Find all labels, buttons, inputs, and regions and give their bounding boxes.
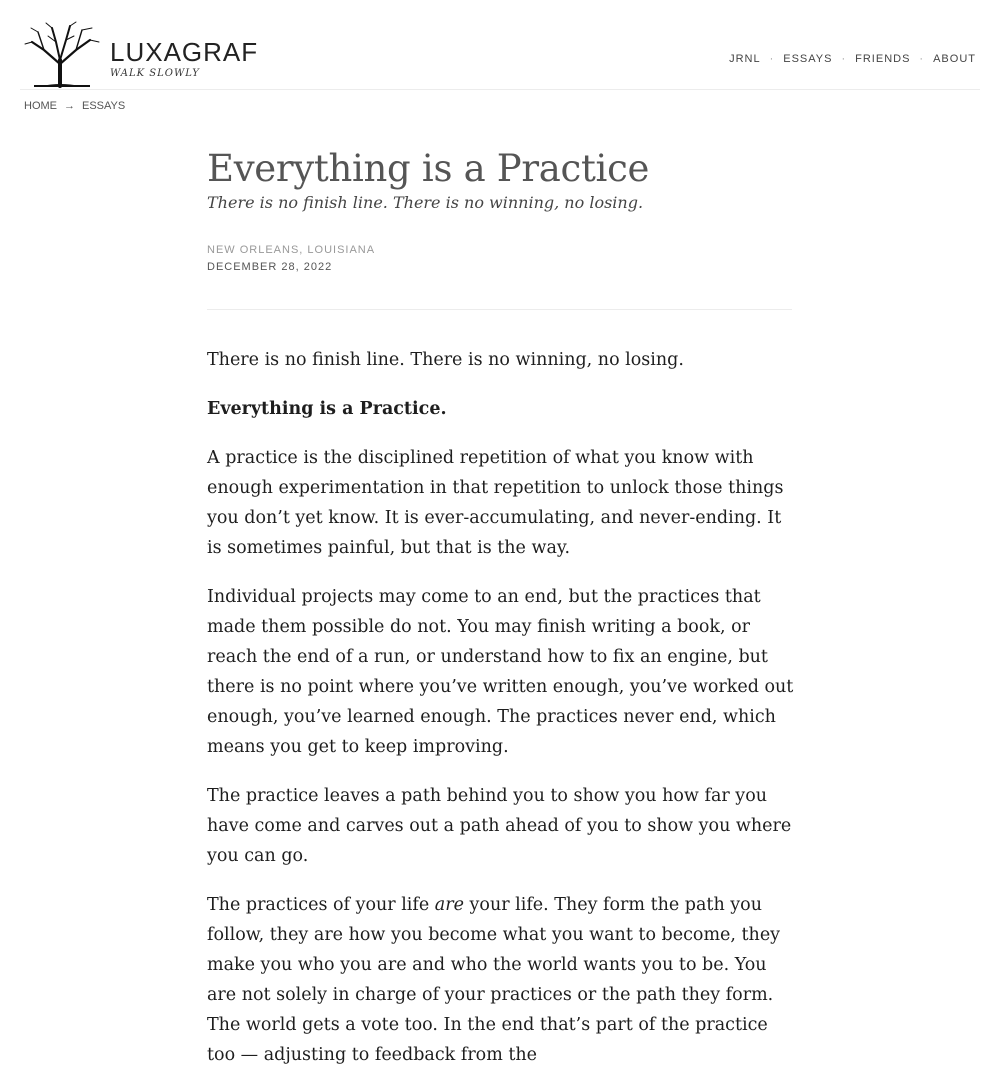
- nav-item-friends[interactable]: FRIENDS: [855, 53, 911, 65]
- paragraph: The practice leaves a path behind you to show you how far you have come and carves out a path ahead of you to show you where you can go.: [207, 786, 792, 866]
- article-date: DECEMBER 28, 2022: [207, 261, 333, 273]
- arrow-right-icon: →: [64, 100, 75, 112]
- paragraph: A practice is the disciplined repetition of what you know with enough experimentation in that repetition to unlock those things you don’t yet know. It is ever-accumulating, and never-ending. It is sometimes painful, but that is the way.: [207, 448, 784, 558]
- tree-logo-icon[interactable]: [22, 20, 102, 88]
- paragraph-text: The practices of your life: [207, 895, 435, 915]
- paragraph: There is no finish line. There is no winning, no losing.: [207, 350, 684, 370]
- header-divider: [20, 89, 980, 90]
- paragraph-emphasis: are: [434, 895, 464, 915]
- site-name[interactable]: LUXAGRAF: [110, 37, 259, 67]
- article: [207, 146, 797, 1089]
- article-divider: [207, 309, 792, 310]
- nav-item-about[interactable]: ABOUT: [933, 53, 976, 65]
- brand[interactable]: [110, 38, 258, 79]
- paragraph: Individual projects may come to an end, but the practices that made them possible do not. You may finish writing a book, or reach the end of a run, or understand how to fix an engine, but there is no point where you’ve written enough, you’ve worked out enough, you’ve learned enough. The practices never end, which means you get to keep improving.: [207, 587, 794, 757]
- main-nav: [729, 53, 976, 65]
- article-title: Everything is a Practice: [207, 147, 650, 190]
- nav-item-essays[interactable]: ESSAYS: [783, 53, 833, 65]
- nav-separator: ·: [769, 53, 775, 65]
- nav-separator: ·: [841, 53, 847, 65]
- breadcrumb-essays-link[interactable]: ESSAYS: [82, 100, 126, 112]
- paragraph-bold: Everything is a Practice.: [207, 399, 447, 419]
- article-meta: [207, 242, 797, 276]
- article-subtitle: There is no finish line. There is no winning, no losing.: [207, 193, 644, 212]
- paragraph-text: your life. They form the path you follow, they are how you become what you want to become, they make you who you are and who the world wants you to be. You are not solely in charge of your practices or the path they form. The world gets a vote too. In the end that’s part of the practice too — adjusting to feedback from the: [207, 895, 781, 1065]
- breadcrumb: [24, 100, 125, 112]
- nav-separator: ·: [919, 53, 925, 65]
- nav-item-jrnl[interactable]: JRNL: [729, 53, 761, 65]
- article-location: NEW ORLEANS, LOUISIANA: [207, 244, 376, 256]
- site-tagline: WALK SLOWLY: [110, 68, 200, 79]
- article-body: [207, 345, 797, 1070]
- paragraph: [207, 890, 797, 1070]
- breadcrumb-home-link[interactable]: HOME: [24, 100, 57, 112]
- site-header: [0, 0, 1000, 90]
